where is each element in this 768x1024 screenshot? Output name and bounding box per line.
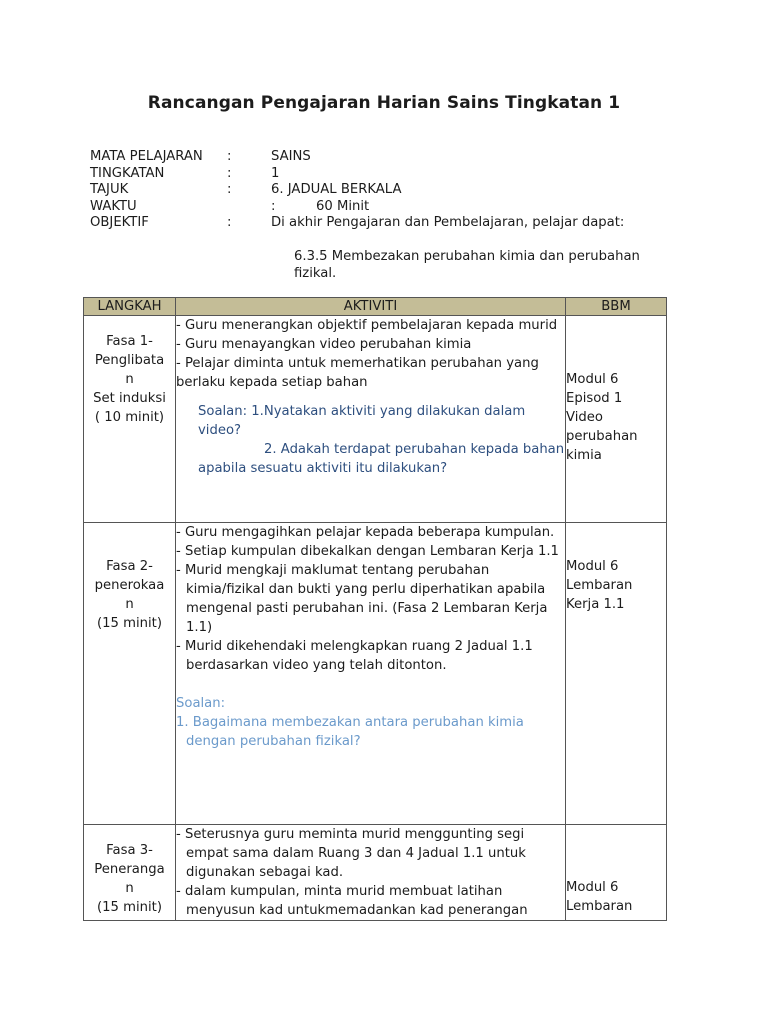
step-line: Fasa 3-	[106, 843, 153, 858]
info-label: TINGKATAN	[90, 166, 165, 181]
header-aktiviti: AKTIVITI	[176, 298, 566, 316]
bbm-cell	[566, 825, 667, 921]
activity-item: - Guru menerangkan objektif pembelajaran kepada murid	[176, 318, 558, 333]
header-bbm: BBM	[566, 298, 667, 316]
step-line: n	[125, 372, 134, 387]
table-row	[84, 316, 667, 523]
info-colon: :	[271, 199, 276, 214]
info-label: MATA PELAJARAN	[90, 149, 203, 164]
info-label: TAJUK	[90, 182, 129, 197]
objective-line-2: fizikal.	[294, 266, 337, 281]
bbm-line: Modul 6	[566, 372, 619, 387]
question-item: 1. Bagaimana membezakan antara perubahan kimia dengan perubahan fizikal?	[176, 715, 524, 749]
header-langkah: LANGKAH	[84, 298, 176, 316]
step-line: n	[125, 881, 134, 896]
info-colon: :	[227, 166, 232, 181]
activity-item: - Setiap kumpulan dibekalkan dengan Lembaran Kerja 1.1	[176, 544, 559, 559]
bbm-line: Video	[566, 410, 603, 425]
table-header-row	[84, 298, 667, 316]
table-row	[84, 523, 667, 825]
bbm-line: perubahan	[566, 429, 638, 444]
page-title: Rancangan Pengajaran Harian Sains Tingkatan 1	[147, 93, 621, 113]
bbm-cell	[566, 316, 667, 523]
objective-line-1: 6.3.5 Membezakan perubahan kimia dan perubahan	[294, 249, 640, 264]
info-label: WAKTU	[90, 199, 137, 214]
step-line: (15 minit)	[97, 900, 162, 915]
info-label: OBJEKTIF	[90, 215, 149, 230]
bbm-line: Modul 6	[566, 880, 619, 895]
activity-item: - Guru menayangkan video perubahan kimia	[176, 337, 472, 352]
activity-cell	[176, 523, 566, 825]
bbm-line: Kerja 1.1	[566, 597, 625, 612]
question-item: 2. Adakah terdapat perubahan kepada bahan apabila sesuatu aktiviti itu dilakukan?	[198, 442, 565, 476]
step-line: penerokaa	[94, 578, 165, 593]
activity-item: - Guru mengagihkan pelajar kepada beberapa kumpulan.	[176, 525, 555, 540]
step-cell	[84, 523, 176, 825]
bbm-line: Modul 6	[566, 559, 619, 574]
step-line: n	[125, 597, 134, 612]
step-line: ( 10 minit)	[94, 410, 165, 425]
info-colon: :	[227, 215, 232, 230]
bbm-line: Lembaran	[566, 899, 633, 914]
activity-cell	[176, 316, 566, 523]
bbm-cell	[566, 523, 667, 825]
step-line: Penerangа	[94, 862, 165, 877]
info-value: 1	[271, 166, 280, 181]
info-colon: :	[227, 182, 232, 197]
activity-item: - dalam kumpulan, minta murid membuat latihan menyusun kad untukmemadankan kad penerangan	[176, 884, 528, 918]
info-colon: :	[227, 149, 232, 164]
question-title: Soalan:	[176, 696, 226, 711]
activity-cell	[176, 825, 566, 921]
step-cell	[84, 825, 176, 921]
bbm-line: kimia	[566, 448, 602, 463]
step-cell	[84, 316, 176, 523]
step-line: Fasa 1-	[106, 334, 153, 349]
bbm-line: Lembaran	[566, 578, 633, 593]
activity-item: - Pelajar diminta untuk memerhatikan perubahan yang berlaku kepada setiap bahan	[176, 356, 539, 390]
activity-item: - Murid mengkaji maklumat tentang perubahan kimia/fizikal dan bukti yang perlu diperhatikan apabila mengenal pasti perubahan ini. (Fasa 2 Lembaran Kerja 1.1)	[176, 563, 548, 635]
step-line: Penglibata	[94, 353, 165, 368]
lesson-table	[83, 297, 667, 921]
step-line: Set induksi	[93, 391, 166, 406]
bbm-line: Episod 1	[566, 391, 623, 406]
info-value: 6. JADUAL BERKALA	[271, 182, 402, 197]
activity-item: - Murid dikehendaki melengkapkan ruang 2 Jadual 1.1 berdasarkan video yang telah ditonton.	[176, 639, 533, 673]
question-item: Soalan: 1.Nyatakan aktiviti yang dilakukan dalam video?	[198, 404, 526, 438]
step-line: Fasa 2-	[106, 559, 153, 574]
step-line: (15 minit)	[97, 616, 162, 631]
info-value: SAINS	[271, 149, 311, 164]
activity-item: - Seterusnya guru meminta murid menggunting segi empat sama dalam Ruang 3 dan 4 Jadual 1.1 untuk digunakan sebagai kad.	[176, 827, 526, 880]
info-value: 60 Minit	[316, 199, 370, 214]
table-row	[84, 825, 667, 921]
info-value: Di akhir Pengajaran dan Pembelajaran, pelajar dapat:	[271, 215, 625, 230]
